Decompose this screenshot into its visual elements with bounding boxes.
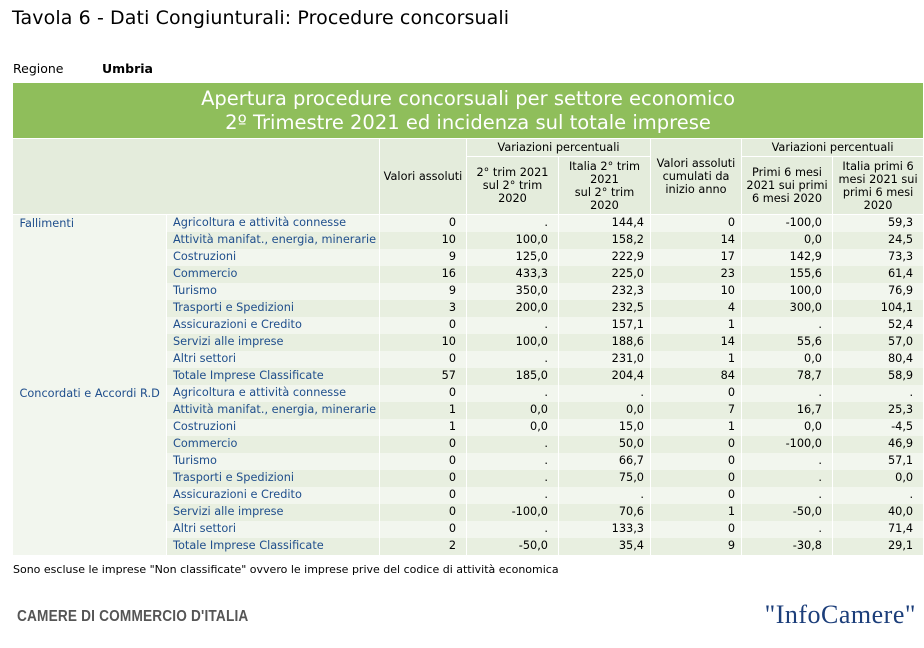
cell-c2: . xyxy=(467,351,559,368)
cell-c5: 0,0 xyxy=(742,419,833,436)
cell-c6: 73,3 xyxy=(833,249,924,266)
cell-c2: 185,0 xyxy=(467,368,559,385)
cell-c2: 433,3 xyxy=(467,266,559,283)
cell-c5: 100,0 xyxy=(742,283,833,300)
header-valori-assoluti: Valori assoluti xyxy=(380,139,467,215)
cell-c3: 0,0 xyxy=(559,402,651,419)
header-primi-6-mesi xyxy=(742,157,833,215)
cell-c6: 80,4 xyxy=(833,351,924,368)
cell-c5: 155,6 xyxy=(742,266,833,283)
cell-c2: 0,0 xyxy=(467,419,559,436)
header-text: Italia 2° trim xyxy=(568,159,641,173)
cell-c4: 0 xyxy=(651,453,742,470)
header-text: Primi 6 mesi xyxy=(752,166,822,179)
cell-c3: 50,0 xyxy=(559,436,651,453)
header-text: Italia primi 6 xyxy=(842,159,914,173)
cell-c2: . xyxy=(467,436,559,453)
cell-c6: 59,3 xyxy=(833,215,924,232)
header-text: 2020 xyxy=(590,198,619,212)
table-row xyxy=(13,215,924,232)
cell-c2: . xyxy=(467,317,559,334)
sector-label: Costruzioni xyxy=(167,249,380,266)
camere-di-commercio-logo: CAMERE DI COMMERCIO D'ITALIA xyxy=(17,608,249,625)
cell-c2: -100,0 xyxy=(467,504,559,521)
sector-label: Altri settori xyxy=(167,351,380,368)
cell-c5: . xyxy=(742,487,833,504)
cell-c4: 23 xyxy=(651,266,742,283)
header-text: primi 6 mesi xyxy=(842,185,914,199)
sector-label: Attività manifat., energia, minerarie xyxy=(167,232,380,249)
sector-label: Agricoltura e attività connesse xyxy=(167,215,380,232)
region-label: Regione xyxy=(13,61,64,76)
table-banner xyxy=(13,83,924,139)
cell-c3: 75,0 xyxy=(559,470,651,487)
cell-c6: 71,4 xyxy=(833,521,924,538)
cell-c4: 0 xyxy=(651,487,742,504)
cell-c4: 9 xyxy=(651,538,742,555)
header-text: mesi 2021 sui xyxy=(838,172,918,186)
table-row xyxy=(13,385,924,402)
header-text: sul 2° trim xyxy=(482,179,543,192)
header-blank xyxy=(13,139,380,215)
header-text: 2020 xyxy=(498,192,527,205)
cell-c6: 52,4 xyxy=(833,317,924,334)
cell-c3: 231,0 xyxy=(559,351,651,368)
cell-c1: 1 xyxy=(380,402,467,419)
group-label: Fallimenti xyxy=(13,215,167,385)
cell-c3: 70,6 xyxy=(559,504,651,521)
header-text: 2021 sui primi xyxy=(746,179,828,192)
sector-label: Commercio xyxy=(167,266,380,283)
cell-c1: 57 xyxy=(380,368,467,385)
cell-c3: 188,6 xyxy=(559,334,651,351)
cell-c5: . xyxy=(742,470,833,487)
cell-c3: 232,5 xyxy=(559,300,651,317)
cell-c5: . xyxy=(742,521,833,538)
sector-label: Agricoltura e attività connesse xyxy=(167,385,380,402)
region-value: Umbria xyxy=(101,61,153,76)
footnote: Sono escluse le imprese "Non classificate" ovvero le imprese prive del codice di attività economica xyxy=(13,563,559,576)
cell-c6: . xyxy=(833,487,924,504)
cell-c6: 0,0 xyxy=(833,470,924,487)
cell-c2: -50,0 xyxy=(467,538,559,555)
cell-c3: 144,4 xyxy=(559,215,651,232)
sector-label: Totale Imprese Classificate xyxy=(167,368,380,385)
header-text: cumulati da xyxy=(662,170,730,183)
cell-c4: 14 xyxy=(651,334,742,351)
sector-label: Turismo xyxy=(167,283,380,300)
cell-c3: 225,0 xyxy=(559,266,651,283)
header-text: Valori assoluti xyxy=(656,157,736,170)
data-table xyxy=(12,82,924,555)
cell-c3: 232,3 xyxy=(559,283,651,300)
cell-c6: 25,3 xyxy=(833,402,924,419)
cell-c4: 0 xyxy=(651,385,742,402)
cell-c5: 16,7 xyxy=(742,402,833,419)
header-2trim xyxy=(467,157,559,215)
header-variazioni-percentuali-1: Variazioni percentuali xyxy=(467,139,651,157)
header-text: 2° trim 2021 xyxy=(476,166,549,179)
cell-c3: 204,4 xyxy=(559,368,651,385)
cell-c6: 76,9 xyxy=(833,283,924,300)
cell-c3: 158,2 xyxy=(559,232,651,249)
cell-c4: 1 xyxy=(651,317,742,334)
sector-label: Altri settori xyxy=(167,521,380,538)
cell-c2: 100,0 xyxy=(467,232,559,249)
sector-label: Totale Imprese Classificate xyxy=(167,538,380,555)
cell-c6: 58,9 xyxy=(833,368,924,385)
cell-c3: 15,0 xyxy=(559,419,651,436)
cell-c2: . xyxy=(467,487,559,504)
cell-c1: 0 xyxy=(380,317,467,334)
sector-label: Attività manifat., energia, minerarie xyxy=(167,402,380,419)
header-italia-primi-6-mesi xyxy=(833,157,924,215)
header-text: inizio anno xyxy=(665,183,727,196)
cell-c1: 0 xyxy=(380,385,467,402)
cell-c4: 84 xyxy=(651,368,742,385)
cell-c3: 66,7 xyxy=(559,453,651,470)
sector-label: Trasporti e Spedizioni xyxy=(167,470,380,487)
cell-c3: 222,9 xyxy=(559,249,651,266)
cell-c6: 24,5 xyxy=(833,232,924,249)
cell-c5: -30,8 xyxy=(742,538,833,555)
header-text: 2020 xyxy=(863,198,893,212)
region-row xyxy=(13,61,153,76)
cell-c1: 0 xyxy=(380,521,467,538)
cell-c5: 55,6 xyxy=(742,334,833,351)
cell-c4: 0 xyxy=(651,436,742,453)
cell-c3: 157,1 xyxy=(559,317,651,334)
cell-c6: 29,1 xyxy=(833,538,924,555)
cell-c3: 133,3 xyxy=(559,521,651,538)
cell-c4: 7 xyxy=(651,402,742,419)
sector-label: Assicurazioni e Credito xyxy=(167,317,380,334)
cell-c5: . xyxy=(742,385,833,402)
cell-c6: 46,9 xyxy=(833,436,924,453)
cell-c6: -4,5 xyxy=(833,419,924,436)
cell-c6: . xyxy=(833,385,924,402)
cell-c5: 0,0 xyxy=(742,351,833,368)
cell-c2: . xyxy=(467,385,559,402)
cell-c1: 16 xyxy=(380,266,467,283)
cell-c1: 10 xyxy=(380,232,467,249)
cell-c4: 0 xyxy=(651,470,742,487)
cell-c6: 61,4 xyxy=(833,266,924,283)
cell-c4: 1 xyxy=(651,504,742,521)
cell-c4: 0 xyxy=(651,521,742,538)
cell-c1: 0 xyxy=(380,351,467,368)
cell-c4: 4 xyxy=(651,300,742,317)
cell-c4: 14 xyxy=(651,232,742,249)
cell-c6: 57,0 xyxy=(833,334,924,351)
table-body xyxy=(13,215,924,555)
sector-label: Turismo xyxy=(167,453,380,470)
cell-c4: 0 xyxy=(651,215,742,232)
sector-label: Trasporti e Spedizioni xyxy=(167,300,380,317)
cell-c5: -100,0 xyxy=(742,436,833,453)
header-italia-2trim xyxy=(559,157,651,215)
sector-label: Costruzioni xyxy=(167,419,380,436)
cell-c2: . xyxy=(467,453,559,470)
cell-c2: 200,0 xyxy=(467,300,559,317)
cell-c1: 3 xyxy=(380,300,467,317)
cell-c4: 17 xyxy=(651,249,742,266)
cell-c1: 0 xyxy=(380,470,467,487)
sector-label: Assicurazioni e Credito xyxy=(167,487,380,504)
header-text: 6 mesi 2020 xyxy=(751,192,823,205)
infocamere-logo: "InfoCamere" xyxy=(764,600,916,629)
cell-c1: 9 xyxy=(380,249,467,266)
cell-c3: . xyxy=(559,385,651,402)
cell-c2: . xyxy=(467,215,559,232)
cell-c5: -50,0 xyxy=(742,504,833,521)
banner-line-1: Apertura procedure concorsuali per settore economico xyxy=(201,87,736,110)
cell-c1: 0 xyxy=(380,215,467,232)
data-table-container xyxy=(12,82,923,555)
header-text: 2021 xyxy=(590,172,619,186)
cell-c2: 100,0 xyxy=(467,334,559,351)
cell-c4: 1 xyxy=(651,419,742,436)
cell-c1: 0 xyxy=(380,453,467,470)
cell-c6: 57,1 xyxy=(833,453,924,470)
sector-label: Commercio xyxy=(167,436,380,453)
cell-c2: 350,0 xyxy=(467,283,559,300)
cell-c5: 78,7 xyxy=(742,368,833,385)
cell-c5: . xyxy=(742,317,833,334)
header-valori-cumulati xyxy=(651,139,742,215)
banner-line-2: 2º Trimestre 2021 ed incidenza sul totale imprese xyxy=(225,111,711,134)
cell-c1: 10 xyxy=(380,334,467,351)
cell-c1: 2 xyxy=(380,538,467,555)
cell-c2: 125,0 xyxy=(467,249,559,266)
cell-c1: 0 xyxy=(380,504,467,521)
cell-c6: 40,0 xyxy=(833,504,924,521)
page-title: Tavola 6 - Dati Congiunturali: Procedure concorsuali xyxy=(12,7,510,29)
cell-c5: 0,0 xyxy=(742,232,833,249)
cell-c6: 104,1 xyxy=(833,300,924,317)
cell-c5: 142,9 xyxy=(742,249,833,266)
cell-c3: 35,4 xyxy=(559,538,651,555)
cell-c1: 0 xyxy=(380,436,467,453)
cell-c2: 0,0 xyxy=(467,402,559,419)
cell-c2: . xyxy=(467,470,559,487)
cell-c1: 0 xyxy=(380,487,467,504)
cell-c5: 300,0 xyxy=(742,300,833,317)
cell-c2: . xyxy=(467,521,559,538)
cell-c1: 1 xyxy=(380,419,467,436)
cell-c5: -100,0 xyxy=(742,215,833,232)
sector-label: Servizi alle imprese xyxy=(167,504,380,521)
cell-c3: . xyxy=(559,487,651,504)
cell-c1: 9 xyxy=(380,283,467,300)
sector-label: Servizi alle imprese xyxy=(167,334,380,351)
cell-c4: 10 xyxy=(651,283,742,300)
header-variazioni-percentuali-2: Variazioni percentuali xyxy=(742,139,924,157)
cell-c5: . xyxy=(742,453,833,470)
cell-c4: 1 xyxy=(651,351,742,368)
group-label: Concordati e Accordi R.D xyxy=(13,385,167,555)
header-text: sul 2° trim xyxy=(574,185,635,199)
